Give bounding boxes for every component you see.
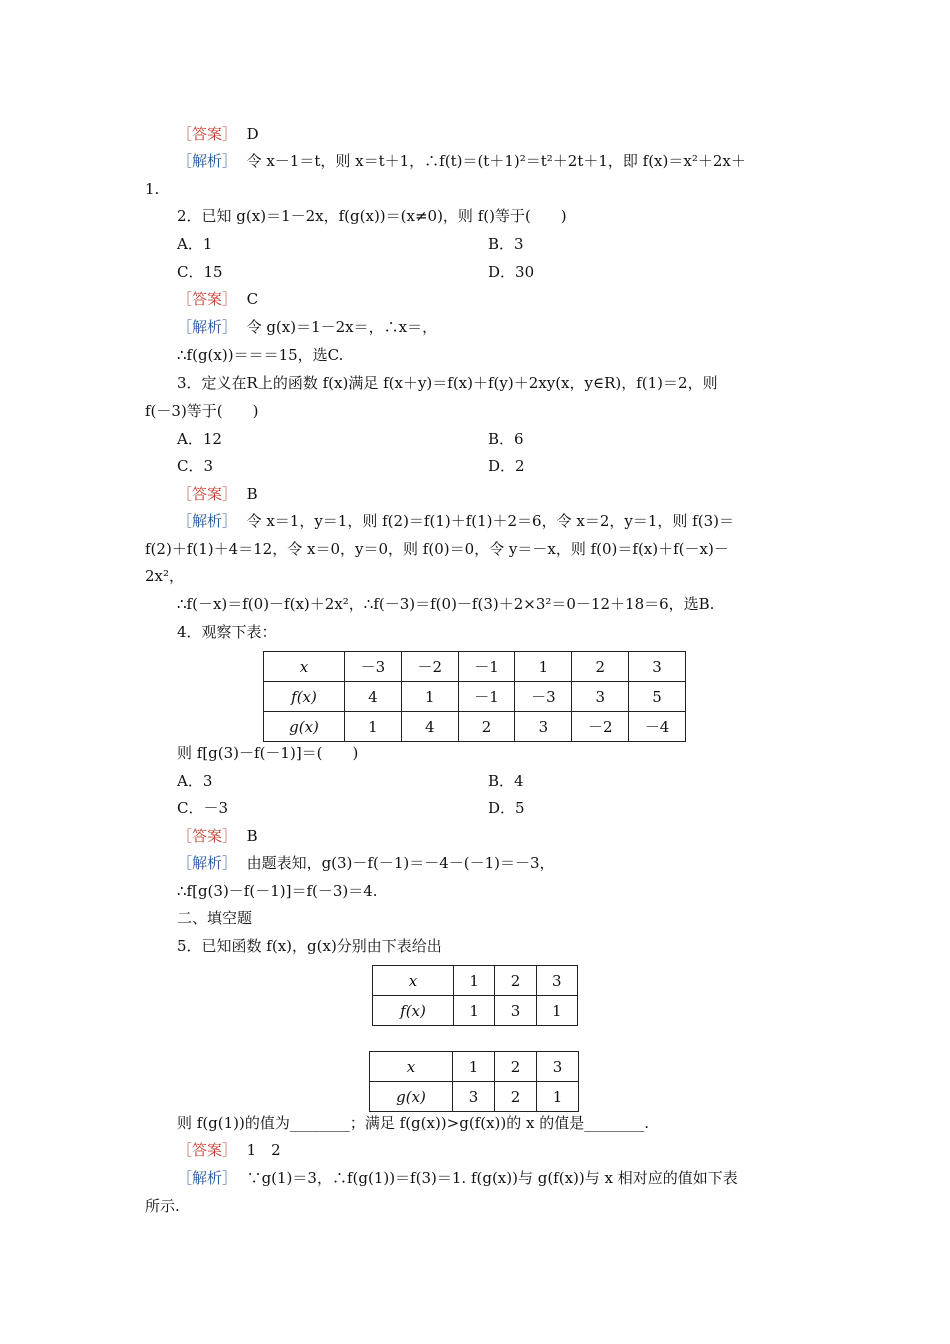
q4-stem: 4．观察下表： (177, 623, 277, 641)
analysis-label: ［解析］ (177, 318, 238, 336)
q4-option-b: B．4 (488, 772, 524, 790)
q3-answer: B (246, 485, 258, 503)
q4-analysis-2: ∴f[g(3)－f(－1)]＝f(－3)＝4. (177, 882, 378, 900)
table-cell: 2 (495, 1052, 537, 1082)
table-cell: 3 (572, 682, 629, 712)
q3-option-c: C．3 (177, 457, 214, 475)
q2-analysis-line (177, 317, 437, 337)
q5-answer-line (177, 1140, 281, 1160)
table-cell: 1 (453, 1052, 495, 1082)
table-row (373, 996, 578, 1026)
q3-analysis-line (177, 511, 734, 531)
q5-analysis-line (177, 1168, 738, 1188)
table-cell: 3 (536, 966, 577, 996)
q2-stem: 2．已知 g(x)＝1－2x，f(g(x))＝(x≠0)，则 f()等于( ) (177, 207, 567, 225)
table-row (370, 1082, 579, 1112)
q4-analysis-1: 由题表知，g(3)－f(－1)＝－4－(－1)＝－3， (246, 854, 555, 872)
q4-answer: B (246, 827, 258, 845)
table-cell: －1 (458, 682, 515, 712)
answer-label: ［答案］ (177, 485, 238, 503)
q3-analysis-2: f(2)＋f(1)＋4＝12，令 x＝0，y＝0，则 f(0)＝0，令 y＝－x，则 f(0)＝f(x)＋f(－x)－ (145, 540, 729, 558)
analysis-label: ［解析］ (177, 854, 238, 872)
q3-option-a: A．12 (177, 430, 222, 448)
table-cell: 3 (629, 652, 686, 682)
q1-analysis-line (177, 151, 746, 171)
table-cell: 5 (629, 682, 686, 712)
table-cell: x (264, 652, 345, 682)
q4-option-a: A．3 (177, 772, 213, 790)
table-cell: g(x) (370, 1082, 453, 1112)
q4-answer-line (177, 826, 258, 846)
q4-option-c: C．－3 (177, 799, 229, 817)
table-cell: x (373, 966, 454, 996)
table-cell: －3 (345, 652, 402, 682)
answer-label: ［答案］ (177, 827, 238, 845)
q1-analysis-2: 1. (145, 180, 160, 198)
table-row (264, 712, 686, 742)
table-cell: －1 (458, 652, 515, 682)
q5-question: 则 f(g(1))的值为________；满足 f(g(x))>g(f(x))的 x 的值是________. (177, 1114, 650, 1132)
q5-table-f (372, 965, 578, 1026)
table-cell: 1 (536, 996, 577, 1026)
table-cell: 4 (401, 712, 458, 742)
table-row (373, 966, 578, 996)
table-cell: 3 (515, 712, 572, 742)
q3-analysis-1: 令 x＝1，y＝1，则 f(2)＝f(1)＋f(1)＋2＝6，令 x＝2，y＝1，则 f(3)＝ (246, 512, 734, 530)
table-row (264, 652, 686, 682)
q3-analysis-3: 2x²， (145, 567, 185, 585)
analysis-label: ［解析］ (177, 512, 238, 530)
table-cell: 1 (345, 712, 402, 742)
table-row (370, 1052, 579, 1082)
table-cell: 1 (454, 996, 495, 1026)
analysis-label: ［解析］ (177, 1169, 238, 1187)
table-cell: 3 (537, 1052, 579, 1082)
table-cell: －2 (572, 712, 629, 742)
answer-label: ［答案］ (177, 1141, 238, 1159)
q2-answer: C (246, 290, 259, 308)
q5-table-g (369, 1051, 579, 1112)
q1-answer: D (246, 125, 259, 143)
q2-option-d: D．30 (488, 263, 535, 281)
q3-analysis-4: ∴f(－x)＝f(0)－f(x)＋2x²，∴f(－3)＝f(0)－f(3)＋2×3²＝0－12＋18＝6，选B. (177, 595, 715, 613)
q1-answer-line (177, 124, 259, 144)
q5-analysis-2: 所示. (145, 1197, 180, 1215)
q2-option-b: B．3 (488, 235, 524, 253)
analysis-label: ［解析］ (177, 152, 238, 170)
table-cell: 1 (515, 652, 572, 682)
q3-answer-line (177, 484, 258, 504)
q5-stem: 5．已知函数 f(x)，g(x)分别由下表给出 (177, 937, 442, 955)
table-cell: －2 (401, 652, 458, 682)
table-cell: 2 (572, 652, 629, 682)
table-row (264, 682, 686, 712)
table-cell: －4 (629, 712, 686, 742)
q3-option-b: B．6 (488, 430, 524, 448)
q2-option-c: C．15 (177, 263, 223, 281)
q4-question: 则 f[g(3)－f(－1)]＝( ) (177, 744, 359, 762)
table-cell: －3 (515, 682, 572, 712)
table-cell: 3 (453, 1082, 495, 1112)
table-cell: 1 (537, 1082, 579, 1112)
q1-analysis-1: 令 x－1＝t，则 x＝t＋1，∴f(t)＝(t＋1)²＝t²＋2t＋1，即 f(x)＝x²＋2x＋ (246, 152, 746, 170)
table-cell: 3 (495, 996, 536, 1026)
table-cell: x (370, 1052, 453, 1082)
answer-label: ［答案］ (177, 290, 238, 308)
q4-table (263, 651, 686, 742)
table-cell: 4 (345, 682, 402, 712)
q2-analysis-2: ∴f(g(x))＝＝＝15，选C. (177, 346, 344, 364)
section-title: 二、填空题 (177, 909, 253, 927)
table-cell: f(x) (264, 682, 345, 712)
q3-stem-1: 3．定义在R上的函数 f(x)满足 f(x＋y)＝f(x)＋f(y)＋2xy(x，y∈R)，f(1)＝2，则 (177, 374, 718, 392)
answer-label: ［答案］ (177, 125, 238, 143)
q2-answer-line (177, 289, 258, 309)
q4-option-d: D．5 (488, 799, 525, 817)
table-cell: g(x) (264, 712, 345, 742)
table-cell: 2 (458, 712, 515, 742)
q5-analysis-1: ∵g(1)＝3，∴f(g(1))＝f(3)＝1. f(g(x))与 g(f(x))与 x 相对应的值如下表 (246, 1169, 738, 1187)
q2-option-a: A．1 (177, 235, 213, 253)
table-cell: f(x) (373, 996, 454, 1026)
q3-stem-2: f(－3)等于( ) (145, 402, 259, 420)
table-cell: 2 (495, 1082, 537, 1112)
table-cell: 1 (401, 682, 458, 712)
table-cell: 2 (495, 966, 536, 996)
q5-answer: 1 2 (246, 1141, 281, 1159)
q2-analysis-1: 令 g(x)＝1－2x＝，∴x＝， (246, 318, 438, 336)
table-cell: 1 (454, 966, 495, 996)
q4-analysis-line (177, 853, 555, 873)
q3-option-d: D．2 (488, 457, 525, 475)
